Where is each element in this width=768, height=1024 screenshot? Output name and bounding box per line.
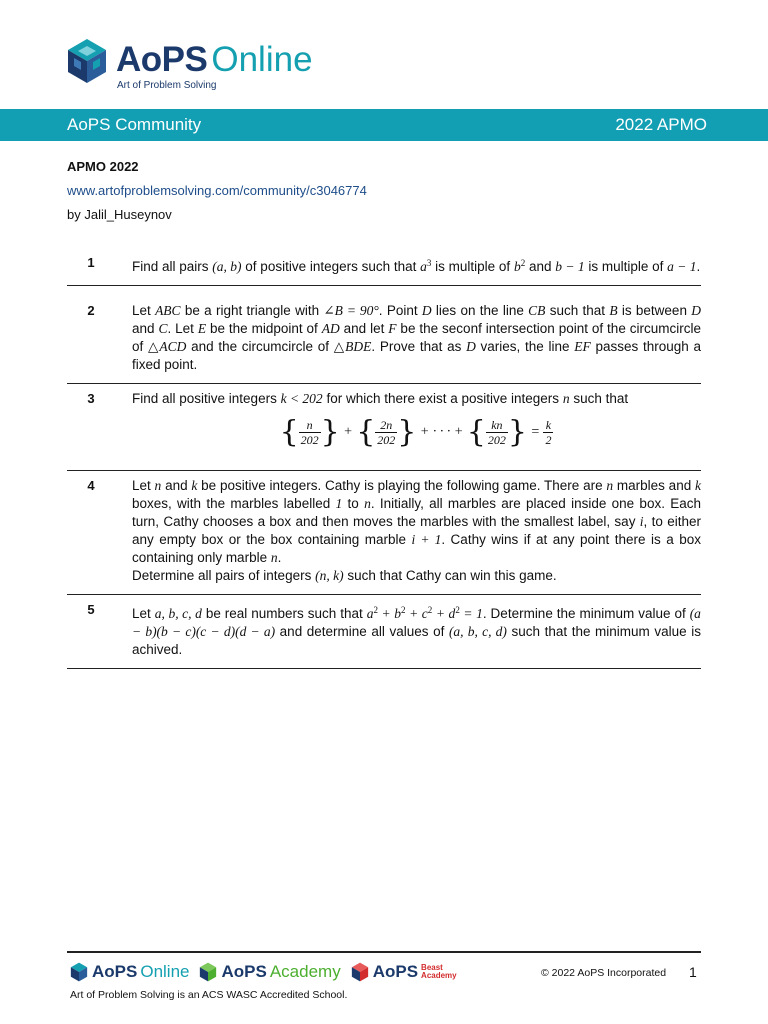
problem-number: 3 [87,391,95,406]
contest-label: 2022 APMO [615,115,707,134]
community-label: AoPS Community [67,115,202,134]
logo-online-text: Online [211,40,313,79]
logo-subtitle: Art of Problem Solving [117,80,217,91]
problem-row [67,250,701,286]
problem-row [67,384,701,471]
problem-text: Let a, b, c, d be real numbers such that $a^2 + b^2 + c^2 + d^2 = 1$. Determine the minimum value of (a − b)(b − c)(c − d)(d − a) and determine all values of (a, b, c, d) such that the minimum value is achived. [132,605,701,657]
footer-divider [67,951,701,953]
problem-number: 2 [87,303,95,318]
aops-academy-cube-icon [199,962,217,982]
beast-academy-cube-icon [351,962,369,982]
footer-logos [70,960,467,984]
problem-row [67,471,701,595]
problem-row [67,296,701,384]
contest-title: APMO 2022 [67,159,139,174]
problem-list [67,250,701,669]
problem-number: 5 [87,602,95,617]
accreditation-note: Art of Problem Solving is an ACS WASC Accredited School. [70,989,348,1001]
problem-text: Let n and k be positive integers. Cathy is playing the following game. There are n marbles and k boxes, with the marbles labelled 1 to n. Initially, all marbles are placed inside one box. Each turn, Cathy chooses a box and then moves the marbles with the smallest label, say i, to either any empty box or the box containing marble i + 1. Cathy wins if at any point there is a box containing only marble n. Determine all pairs of integers (n, k) such that Cathy can win this game. [132,478,702,583]
beast-academy-wordmark: Beast Academy [421,963,457,980]
problem-number: 4 [87,478,95,493]
author-line: by Jalil_Huseynov [67,207,172,222]
community-header-bar [0,109,768,141]
problem-text: Find all positive integers k < 202 for which there exist a positive integers n such that { $\frac{n}{202}$ } + { $\frac{2n}{202}$ } + · · · + { $\frac{kn}{202}$ } = $\frac{k}{2}$ [115,390,701,461]
display-equation: { $\frac{n}{202}$ } + { $\frac{2n}{202}$ } + · · · + { $\frac{kn}{202}$ } = $\frac{k}{2}$ [279,414,552,450]
copyright: © 2022 AoPS Incorporated [541,967,667,979]
contest-meta [67,155,367,227]
logo-aops-text: AoPS [116,40,208,79]
problem-text: Let ABC be a right triangle with ∠B = 90°. Point D lies on the line CB such that B is between D and C. Let E be the midpoint of AD and let F be the seconf intersection point of the circumcircle of △ACD and the circumcircle of △BDE. Prove that as D varies, the line EF passes through a fixed point. [132,303,702,372]
problem-row [67,595,701,669]
aops-online-cube-icon [70,962,88,982]
community-link[interactable]: www.artofproblemsolving.com/community/c3046774 [67,183,367,198]
aops-cube-icon [66,38,108,84]
footer-logo-beast[interactable]: AoPS Beast Academy [351,962,457,982]
page-number: 1 [689,964,697,980]
footer-logo-academy[interactable]: AoPS Academy [199,962,340,982]
footer-logo-online[interactable]: AoPS Online [70,962,189,982]
problem-text: Find all pairs (a, b) of positive integers such that $a^3$ is multiple of $b^2$ and b − 1 is multiple of a − 1. [132,258,701,274]
problem-number: 1 [87,255,95,270]
